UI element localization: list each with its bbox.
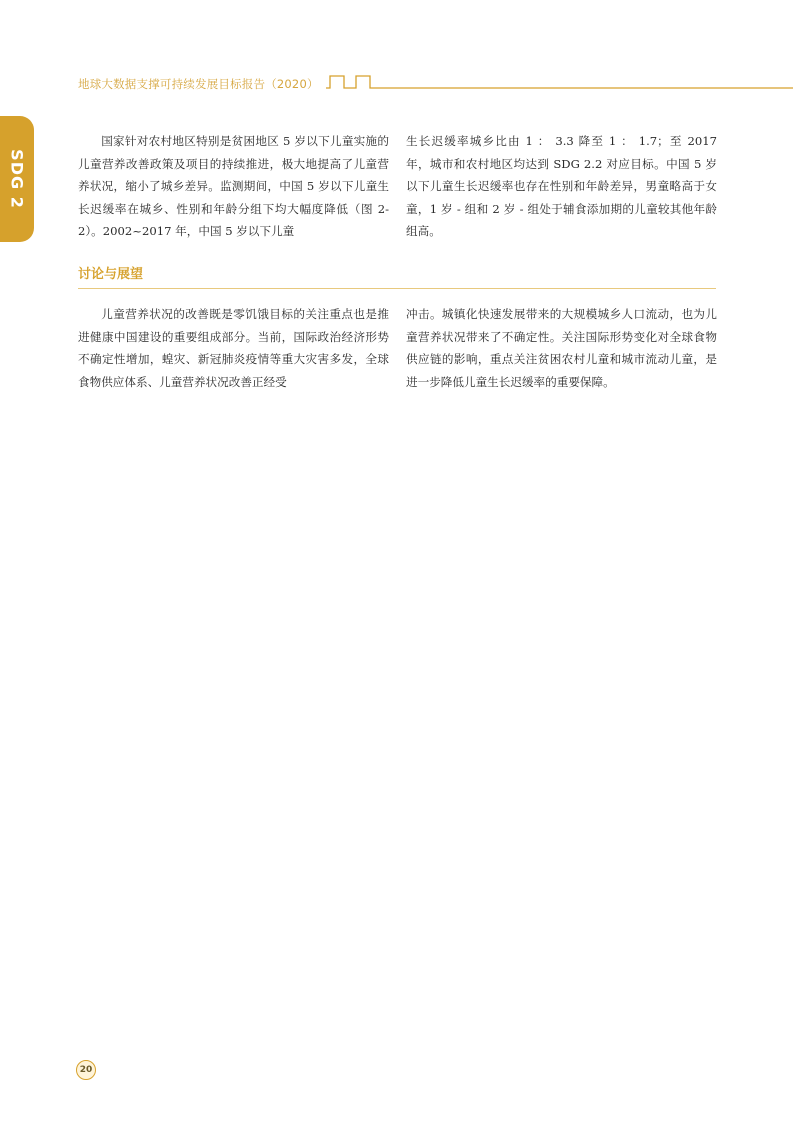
section-heading: 讨论与展望 [78,267,144,282]
chapter-side-tab [0,116,34,242]
section-heading-rule [78,288,716,289]
section1-right-column [406,130,717,243]
section1-left-column [78,130,389,243]
chapter-side-tab-label: SDG 2 [7,149,27,209]
section2-right-paragraph: 冲击。城镇化快速发展带来的大规模城乡人口流动，也为儿童营养状况带来了不确定性。关注国际形势变化对全球食物供应链的影响，重点关注贫困农村儿童和城市流动儿童，是进一步降低儿童生长迟缓率的重要保障。 [406,307,717,389]
header-decoration [326,72,793,92]
section1-right-paragraph: 生长迟缓率城乡比由 1 ： 3.3 降至 1 ： 1.7；至 2017 年，城市和农村地区均达到 SDG 2.2 对应目标。中国 5 岁以下儿童生长迟缓率也存在性别和年龄差异，男童略高于女童，1 岁 - 组和 2 岁 - 组处于辅食添加期的儿童较其他年龄组高。 [406,134,717,238]
page-number-badge: 20 [76,1060,96,1080]
section1-left-paragraph: 国家针对农村地区特别是贫困地区 5 岁以下儿童实施的儿童营养改善政策及项目的持续推进，极大地提高了儿童营养状况，缩小了城乡差异。监测期间，中国 5 岁以下儿童生长迟缓率在城乡、性别和年龄分组下均大幅度降低（图 2-2）。2002~2017 年，中国 5 岁以下儿童 [78,134,389,238]
running-header-title: 地球大数据支撑可持续发展目标报告（2020） [78,77,319,91]
section2-left-paragraph: 儿童营养状况的改善既是零饥饿目标的关注重点也是推进健康中国建设的重要组成部分。当前，国际政治经济形势不确定性增加，蝗灾、新冠肺炎疫情等重大灾害多发，全球食物供应体系、儿童营养状况改善正经受 [78,307,389,389]
section2-right-column [406,303,717,393]
section2-left-column [78,303,389,393]
